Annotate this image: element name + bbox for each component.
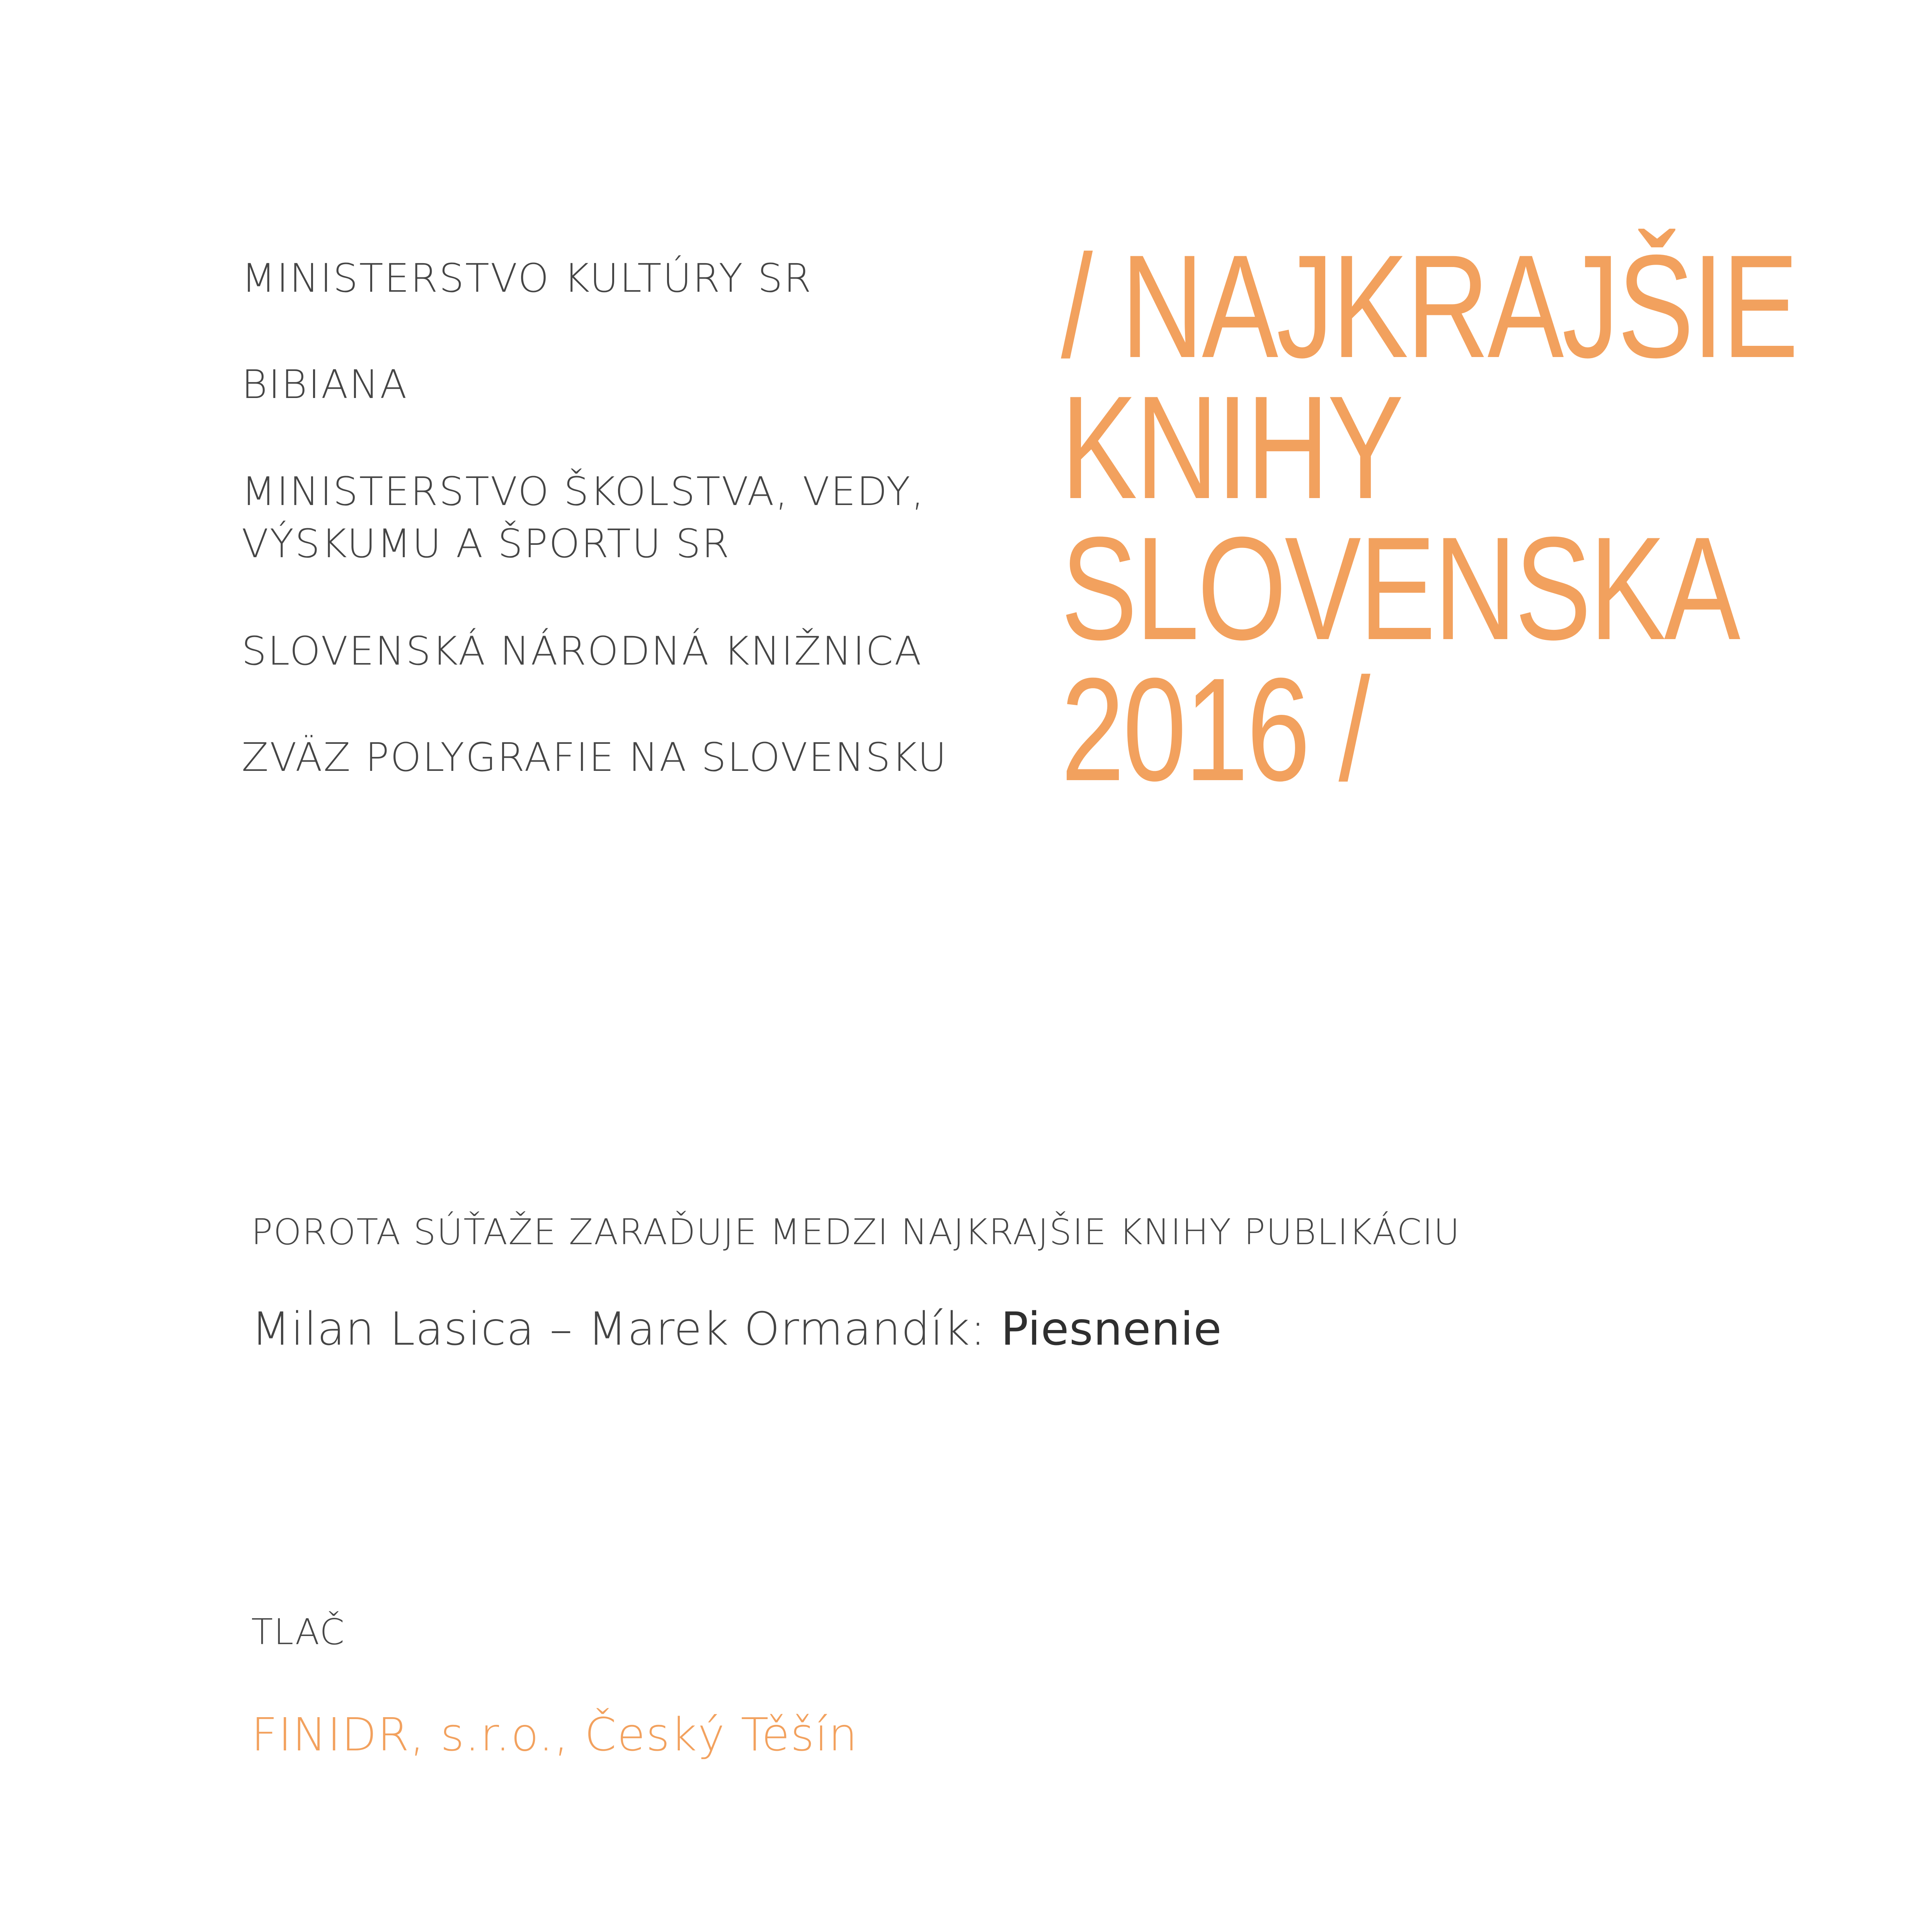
organizer-5: ZVÄZ POLYGRAFIE NA SLOVENSKU — [242, 735, 948, 781]
award-title-line-2: KNIHY — [1061, 365, 1402, 529]
printer-name: FINIDR, s.r.o., Český Těšín — [251, 1708, 858, 1761]
book-authors: Milan Lasica – Marek Ormandík: — [251, 1302, 986, 1355]
organizer-4: SLOVENSKÁ NÁRODNÁ KNIŽNICA — [242, 628, 923, 674]
organizer-3-line-1: MINISTERSTVO ŠKOLSTVA, VEDY, — [242, 469, 925, 515]
award-title — [1061, 224, 1797, 811]
book-title: Piesnenie — [1001, 1302, 1222, 1355]
organizer-3-line-2: VÝSKUMU A ŠPORTU SR — [242, 521, 730, 567]
award-title-line-4: 2016 / — [1061, 647, 1369, 811]
award-title-line-1: / NAJKRAJŠIE — [1061, 224, 1797, 388]
organizer-3 — [242, 466, 925, 570]
award-title-line-3: SLOVENSKA — [1061, 506, 1739, 670]
organizer-1: MINISTERSTVO KULTÚRY SR — [242, 255, 812, 301]
jury-statement: POROTA SÚŤAŽE ZARAĎUJE MEDZI NAJKRAJŠIE KNIHY PUBLIKÁCIU — [251, 1211, 1461, 1253]
print-label: TLAČ — [251, 1611, 346, 1653]
book-credit — [251, 1302, 1222, 1355]
organizer-2: BIBIANA — [242, 362, 408, 408]
